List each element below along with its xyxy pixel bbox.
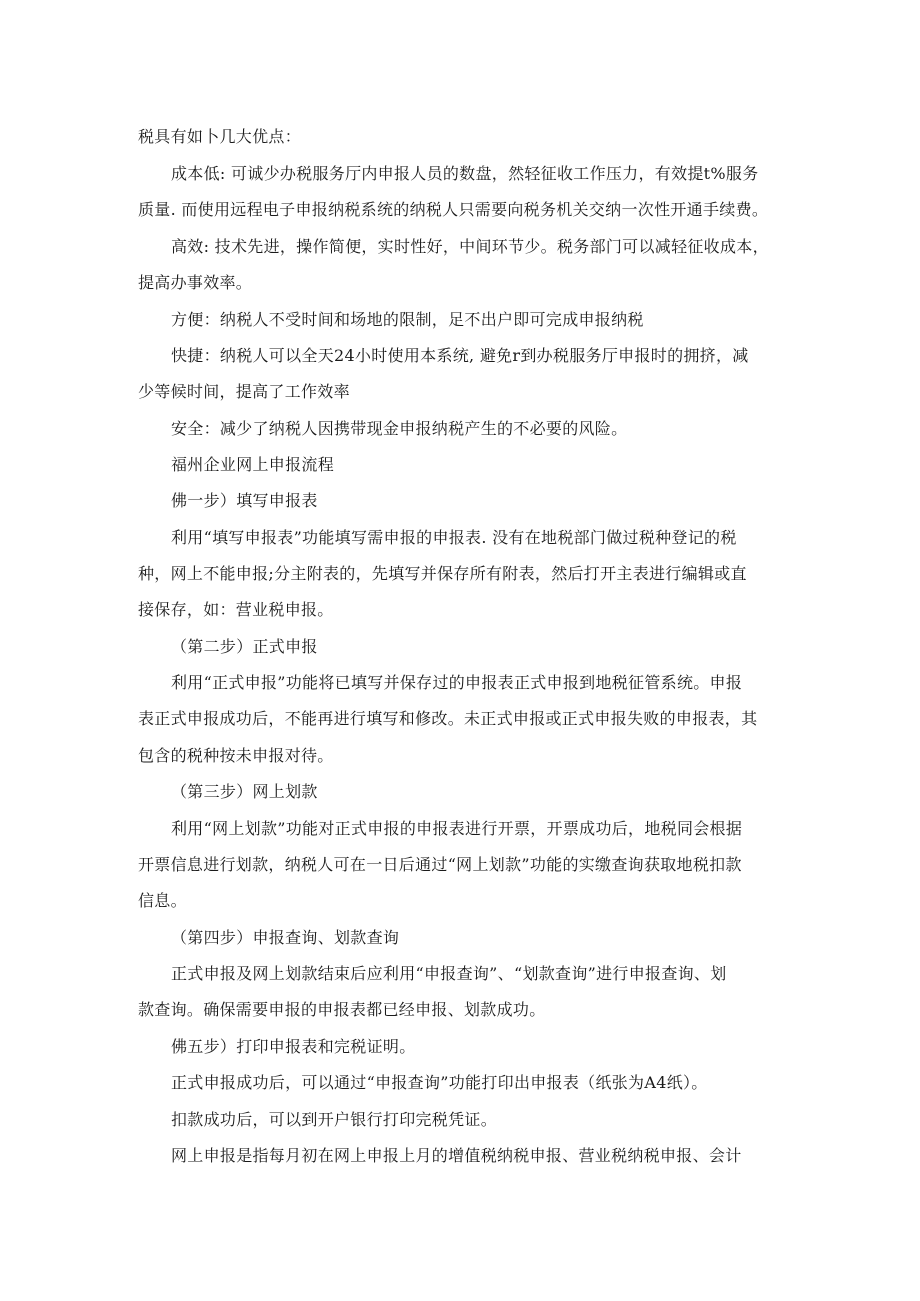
paragraph-line: 方便：纳税人不受时间和场地的限制，足不出户即可完成申报纳税 xyxy=(171,310,644,329)
paragraph-line: 高效: 技术先进，操作简便，实时性好，中间环节少。税务部门可以减轻征收成本， xyxy=(171,237,769,256)
paragraph-line: 信息。 xyxy=(138,891,187,910)
paragraph-line: 利用“填写申报表”功能填写需申报的申报表. 没有在地税部门做过税种登记的税 xyxy=(171,528,737,547)
paragraph-line: 网上申报是指每月初在网上申报上月的增值税纳税申报、营业税纳税申报、会计 xyxy=(171,1146,742,1165)
paragraph-line: 利用“网上划款”功能对正式申报的申报表进行开票，开票成功后，地税同会根据 xyxy=(171,819,743,838)
paragraph-line: 表正式申报成功后，不能再进行填写和修改。未正式申报或正式申报失败的申报表，其 xyxy=(138,709,758,728)
paragraph-line: 安全：减少了纳税人因携带现金申报纳税产生的不必要的风险。 xyxy=(171,419,628,438)
paragraph-line: 包含的税种按未申报对待。 xyxy=(138,746,334,765)
paragraph-line: 成本低: 可诚少办税服务厅内申报人员的数盘，然轻征收工作压力，有效提t%服务 xyxy=(171,164,759,183)
step-heading: （第三步）网上划款 xyxy=(171,782,318,801)
paragraph-line: 种，网上不能申报;分主附表的，先填写并保存所有附表，然后打开主表进行编辑或直 xyxy=(138,564,747,583)
paragraph-line: 接保存，如：营业税申报。 xyxy=(138,600,334,619)
paragraph-line: 开票信息进行划款，纳税人可在一日后通过“网上划款”功能的实缴查询获取地税扣款 xyxy=(138,855,742,874)
paragraph-line: 正式申报成功后，可以通过“申报查询”功能打印出申报表（纸张为A4纸）。 xyxy=(171,1073,708,1092)
section-heading: 福州企业网上申报流程 xyxy=(171,455,335,474)
paragraph-line: 扣款成功后，可以到开户银行打印完税凭证。 xyxy=(171,1110,498,1129)
paragraph-line: 质量. 而使用远程电子申报纳税系统的纳税人只需要向税务机关交纳一次性开通手续费。 xyxy=(138,200,769,219)
paragraph-line: 正式申报及网上划款结束后应利用“申报查询”、“划款查询”进行申报查询、划 xyxy=(171,964,727,983)
step-heading: 佛一步）填写申报表 xyxy=(171,491,318,510)
step-heading: 佛五步）打印申报表和完税证明。 xyxy=(171,1037,416,1056)
step-heading: （第四步）申报查询、划款查询 xyxy=(171,928,400,947)
paragraph-line: 提高办事效率。 xyxy=(138,273,253,292)
step-heading: （第二步）正式申报 xyxy=(171,637,318,656)
paragraph-line: 税具有如卜几大优点： xyxy=(138,127,302,146)
paragraph-line: 款查询。确保需要申报的申报表都已经申报、划款成功。 xyxy=(138,1000,546,1019)
paragraph-line: 少等候时间，提高了工作效率 xyxy=(138,382,350,401)
paragraph-line: 利用“正式申报”功能将已填写并保存过的申报表正式申报到地税征管系统。申报 xyxy=(171,673,743,692)
paragraph-line: 快捷：纳税人可以全天24小时使用本系统, 避免r到办税服务厅申报时的拥挤，减 xyxy=(171,346,749,365)
